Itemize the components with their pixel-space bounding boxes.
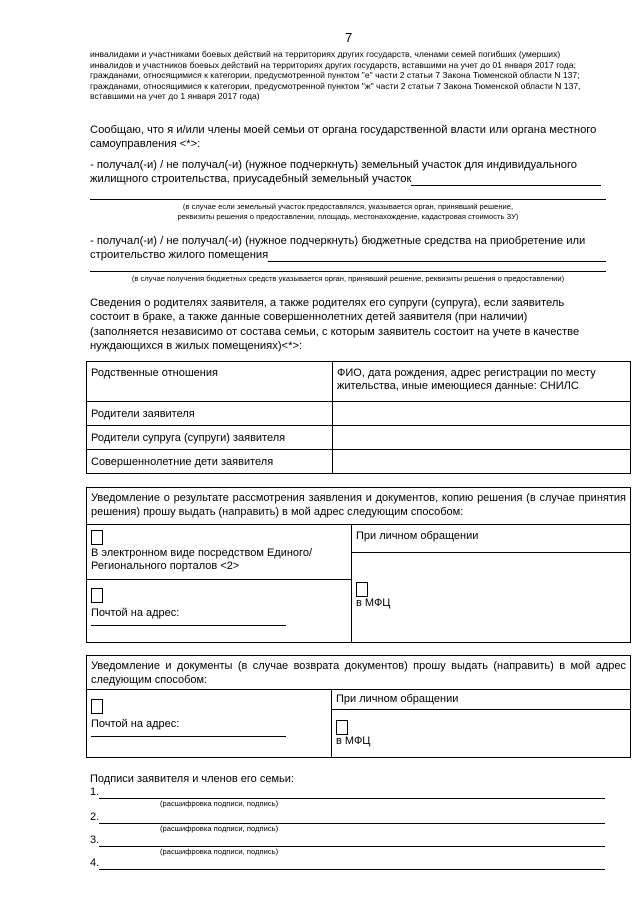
table-header-cell: ФИО, дата рождения, адрес регистрации по месту жительства, иные имеющиеся данные: СНИЛС	[333, 362, 631, 402]
notify-return-heading: Уведомление и документы (в случае возврата документов) прошу выдать (направить) в мой адрес следующим способом:	[87, 656, 631, 690]
notify-return-table	[86, 655, 631, 758]
table-row	[87, 402, 631, 426]
in-person-label: При личном обращении	[352, 525, 630, 553]
report-paragraph	[90, 123, 630, 152]
land-paragraph	[90, 158, 630, 187]
intro-line: вставшими на учет до 1 января 2017 года)	[90, 91, 260, 102]
signature-caption: (расшифровка подписи, подпись)	[160, 847, 279, 856]
table-cell-data[interactable]	[333, 402, 631, 426]
relatives-table	[86, 361, 631, 474]
electronic-option[interactable]	[87, 525, 352, 580]
table-cell-relation: Совершеннолетние дети заявителя	[87, 450, 333, 474]
land-caption-line: реквизиты решения о предоставлении, площадь, местонахождение, кадастровая стоимость ЗУ)	[177, 212, 519, 222]
report-line: самоуправления <*>:	[90, 138, 201, 151]
return-in-person-label: При личном обращении	[332, 690, 631, 710]
budget-paragraph	[90, 234, 630, 263]
table-cell-relation: Родители супруга (супруги) заявителя	[87, 426, 333, 450]
return-mfc-option[interactable]	[332, 710, 631, 758]
intro-line: гражданами, относящимися к категории, предусмотренной пунктом "ж" части 2 статьи 7 Закона Тюменской области N 137,	[90, 80, 581, 91]
intro-line: гражданами, относящимися к категории, предусмотренной пунктом "е" части 2 статьи 7 Закона Тюменской области N 137;	[90, 70, 580, 81]
return-mail-address-line[interactable]	[91, 736, 286, 737]
return-mfc-checkbox[interactable]	[336, 720, 348, 735]
land-caption	[90, 202, 606, 222]
parents-line: Сведения о родителях заявителя, а также родителях его супруги (супруга), если заявитель	[90, 297, 565, 309]
table-cell-relation: Родители заявителя	[87, 402, 333, 426]
page-number: 7	[345, 30, 353, 45]
budget-line: строительство жилого помещения	[90, 249, 269, 262]
signature-row	[90, 857, 605, 870]
notify-decision-table	[86, 487, 631, 643]
signature-block	[90, 786, 605, 870]
signature-line[interactable]	[99, 786, 605, 799]
land-detail-line[interactable]	[90, 199, 606, 200]
signature-row	[90, 811, 605, 824]
signature-line[interactable]	[99, 857, 605, 870]
intro-line: инвалидами и участниками боевых действий на территориях других государств, членами семей погибших (умерших)	[90, 49, 561, 59]
signature-number: 3.	[90, 834, 100, 846]
budget-line: - получал(-и) / не получал(-и) (нужное подчеркнуть) бюджетные средства на приобретение или	[90, 235, 586, 247]
mail-option[interactable]	[87, 580, 352, 643]
signature-caption: (расшифровка подписи, подпись)	[160, 799, 279, 808]
signature-number: 1.	[90, 786, 100, 798]
electronic-label: В электронном виде посредством Единого/Регионального порталов <2>	[91, 547, 312, 572]
mail-label: Почтой на адрес:	[91, 607, 180, 619]
signatures-title: Подписи заявителя и членов его семьи:	[90, 773, 294, 785]
table-cell-data[interactable]	[333, 450, 631, 474]
return-mail-checkbox[interactable]	[91, 699, 103, 714]
land-caption-line: (в случае если земельный участок предоставлялся, указывается орган, принявший решение,	[182, 202, 514, 211]
budget-caption: (в случае получения бюджетных средств указывается орган, принявший решение, реквизиты решения о предоставлении)	[131, 274, 565, 283]
signature-row	[90, 834, 605, 847]
land-fill-line[interactable]	[411, 172, 601, 186]
parents-paragraph	[90, 296, 630, 354]
table-header-cell: Родственные отношения	[87, 362, 333, 402]
signature-number: 4.	[90, 857, 100, 869]
mfc-label: в МФЦ	[356, 597, 391, 609]
return-mail-label: Почтой на адрес:	[91, 718, 180, 730]
electronic-checkbox[interactable]	[91, 530, 103, 545]
budget-fill-line[interactable]	[268, 248, 606, 262]
signature-number: 2.	[90, 811, 100, 823]
table-header-row	[87, 362, 631, 402]
return-mfc-label: в МФЦ	[336, 735, 371, 747]
parents-line: состоит в браке, а также данные совершеннолетних детей заявителя (при наличии)	[90, 311, 528, 324]
mfc-checkbox[interactable]	[356, 582, 368, 597]
land-line: - получал(-и) / не получал(-и) (нужное подчеркнуть) земельный участок для индивидуального	[90, 159, 578, 171]
parents-line: (заполняется независимо от состава семьи, с которым заявитель состоит на учете в качестве	[90, 325, 580, 338]
signature-line[interactable]	[99, 811, 605, 824]
mfc-option[interactable]	[352, 553, 630, 609]
table-row	[87, 450, 631, 474]
signature-line[interactable]	[99, 834, 605, 847]
mail-checkbox[interactable]	[91, 588, 103, 603]
signature-row	[90, 786, 605, 799]
mail-address-line[interactable]	[91, 625, 286, 626]
signature-caption: (расшифровка подписи, подпись)	[160, 824, 279, 833]
return-mail-option[interactable]	[87, 690, 332, 758]
notify-decision-heading: Уведомление о результате рассмотрения заявления и документов, копию решения (в случае принятия решения) прошу выдать (направить) в мой адрес следующим способом:	[87, 488, 631, 525]
intro-paragraph	[90, 49, 630, 102]
table-cell-data[interactable]	[333, 426, 631, 450]
parents-line: нуждающихся в жилых помещениях)<*>:	[90, 340, 303, 353]
intro-line: инвалидов и участников боевых действий на территориях других государств, вставшими на учет до 01 января 2017 года;	[90, 59, 576, 70]
table-row	[87, 426, 631, 450]
report-line: Сообщаю, что я и/или члены моей семьи от органа государственной власти или органа местного	[90, 124, 597, 136]
land-line: жилищного строительства, приусадебный земельный участок	[90, 173, 412, 186]
budget-detail-line[interactable]	[90, 271, 606, 272]
